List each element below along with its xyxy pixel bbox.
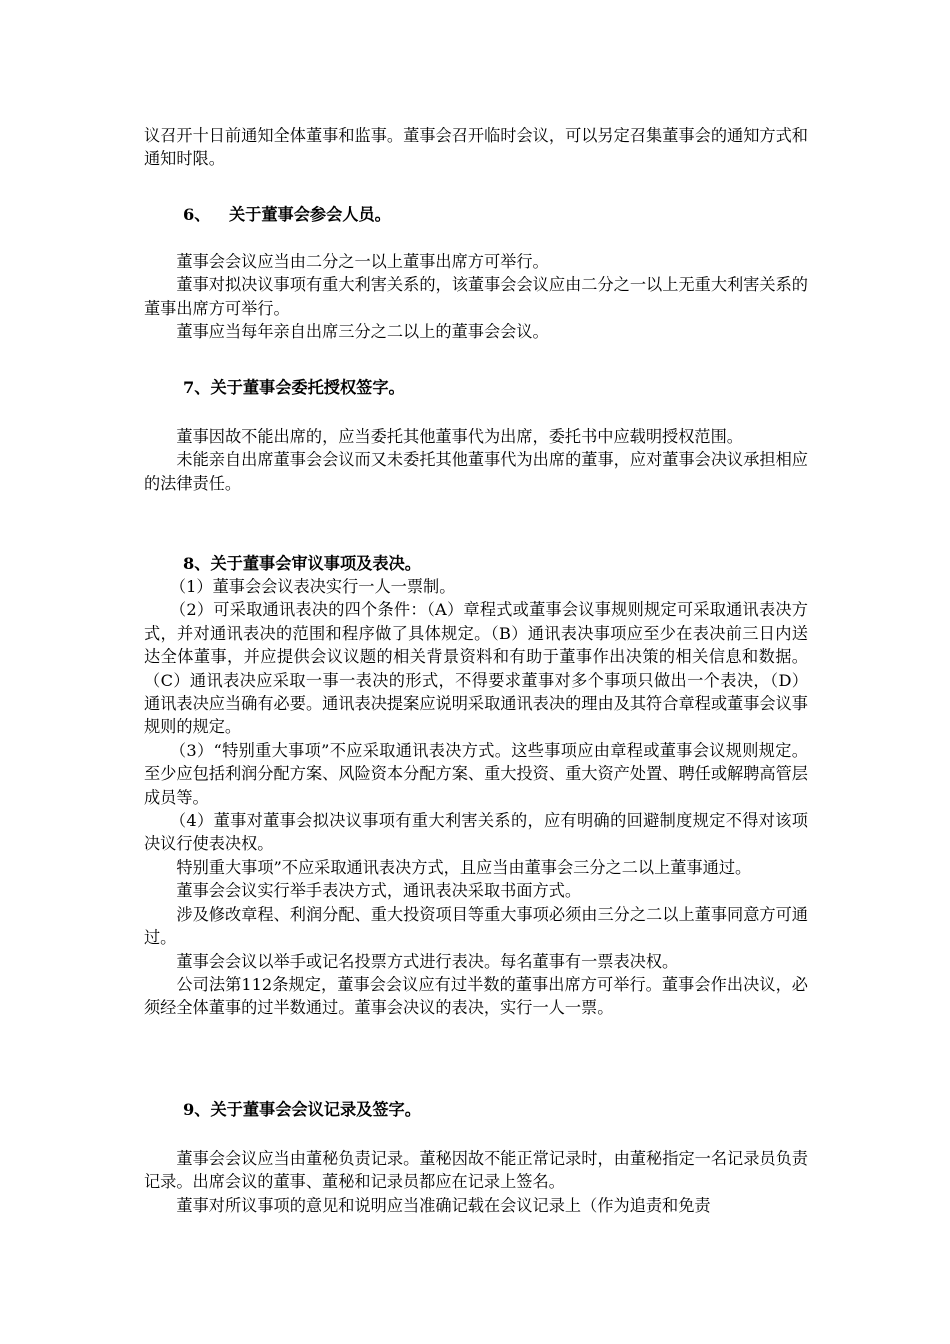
section-7-title: 7、关于董事会委托授权签字。 bbox=[183, 378, 405, 397]
section-8-title: 8、关于董事会审议事项及表决。 bbox=[183, 554, 421, 573]
section-8-para-6: 董事会会议实行举手表决方式，通讯表决采取书面方式。 bbox=[176, 881, 582, 901]
section-8-para-4: （4）董事对董事会拟决议事项有重大利害关系的，应有明确的回避制度规定不得对该项决议行使表决权。 bbox=[144, 811, 808, 854]
section-8-heading bbox=[183, 552, 783, 575]
section-9-heading bbox=[183, 1098, 783, 1121]
section-9-para-1: 董事会会议应当由董秘负责记录。董秘因故不能正常记录时，由董秘指定一名记录员负责记录。出席会议的董事、董秘和记录员都应在记录上签名。 bbox=[144, 1149, 808, 1192]
section-6-body bbox=[144, 250, 808, 344]
section-9-title: 9、关于董事会会议记录及签字。 bbox=[183, 1100, 421, 1119]
section-7-heading bbox=[183, 376, 783, 399]
continuation-paragraph bbox=[144, 124, 808, 171]
section-6-title: 关于董事会参会人员。 bbox=[229, 205, 391, 224]
section-8-para-7: 涉及修改章程、利润分配、重大投资项目等重大事项必须由三分之二以上董事同意方可通过。 bbox=[144, 904, 808, 948]
section-8-para-5: 特别重大事项”不应采取通讯表决方式，且应当由董事会三分之二以上董事通过。 bbox=[176, 857, 752, 877]
section-6-para-2: 董事对拟决议事项有重大利害关系的，该董事会会议应由二分之一以上无重大利害关系的董事出席方可举行。 bbox=[144, 275, 808, 318]
section-7-para-2: 未能亲自出席董事会会议而又未委托其他董事代为出席的董事，应对董事会决议承担相应的法律责任。 bbox=[144, 450, 808, 493]
section-7-body bbox=[144, 425, 808, 495]
section-8-para-8: 董事会会议以举手或记名投票方式进行表决。每名董事有一票表决权。 bbox=[176, 951, 679, 971]
section-9-para-2: 董事对所议事项的意见和说明应当准确记载在会议记录上（作为追责和免责 bbox=[176, 1195, 711, 1215]
section-8-para-9: 公司法第112条规定，董事会会议应有过半数的董事出席方可举行。董事会作出决议，必须经全体董事的过半数通过。董事会决议的表决，实行一人一票。 bbox=[144, 974, 808, 1018]
section-6-number: 6、 bbox=[183, 205, 211, 224]
section-8-para-1: （1）董事会会议表决实行一人一票制。 bbox=[169, 577, 456, 596]
section-7-para-1: 董事因故不能出席的，应当委托其他董事代为出席，委托书中应载明授权范围。 bbox=[176, 427, 743, 446]
section-6-para-3: 董事应当每年亲自出席三分之二以上的董事会会议。 bbox=[176, 322, 549, 342]
section-8-body bbox=[144, 575, 808, 1020]
section-8-para-2: （2）可采取通讯表决的四个条件：（A）章程式或董事会议事规则规定可采取通讯表决方式，并对通讯表决的范围和程序做了具体规定。（B）通讯表决事项应至少在表决前三日内送达全体董事，并应提供会议议题的相关背景资料和有助于董事作出决策的相关信息和数据。（C）通讯表决应采取一事一表决的形式，不得要求董事对多个事项只做出一个表决，（D）通讯表决应当确有必要。通讯表决提案应说明采取通讯表决的理由及其符合章程或董事会议事规则的规定。 bbox=[144, 600, 808, 737]
section-6-heading bbox=[183, 203, 783, 226]
section-8-para-3: （3）“特别重大事项”不应采取通讯表决方式。这些事项应由章程或董事会议规则规定。至少应包括利润分配方案、风险资本分配方案、重大投资、重大资产处置、聘任或解聘高管层成员等。 bbox=[144, 740, 808, 807]
section-6-para-1: 董事会会议应当由二分之一以上董事出席方可举行。 bbox=[176, 252, 549, 271]
section-9-body bbox=[144, 1147, 808, 1217]
continuation-text: 议召开十日前通知全体董事和监事。董事会召开临时会议，可以另定召集董事会的通知方式和通知时限。 bbox=[144, 126, 808, 169]
